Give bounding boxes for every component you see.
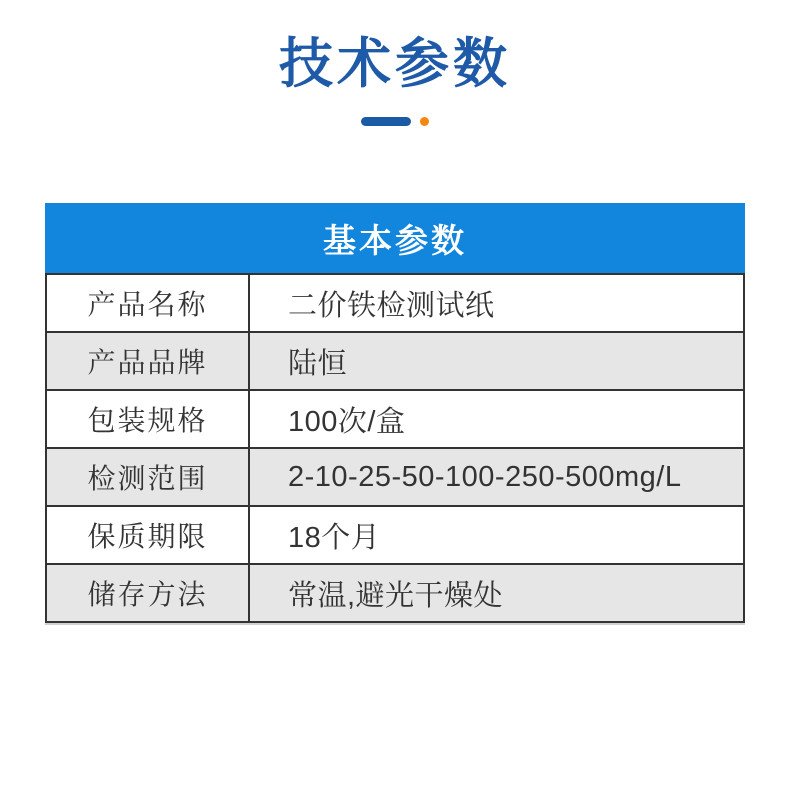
spec-row-value: 18个月: [288, 521, 381, 554]
spec-row-label: 产品品牌: [47, 333, 250, 389]
divider-dot-icon: [420, 117, 429, 126]
spec-row-label: 检测范围: [47, 449, 250, 505]
table-row: [47, 565, 743, 621]
spec-row-value: 陆恒: [288, 347, 348, 380]
spec-table-header: 基本参数: [45, 203, 745, 273]
page-title: 技术参数: [279, 34, 511, 94]
spec-row-label: 保质期限: [47, 507, 250, 563]
table-row: [47, 275, 743, 333]
table-row: [47, 391, 743, 449]
spec-table: [45, 203, 745, 623]
divider-dash-icon: [361, 117, 411, 126]
title-divider: [0, 116, 790, 126]
spec-row-label: 储存方法: [47, 565, 250, 621]
table-row: [47, 333, 743, 391]
spec-table-body: [45, 273, 745, 623]
spec-row-value: 2-10-25-50-100-250-500mg/L: [288, 460, 682, 493]
spec-row-value: 二价铁检测试纸: [288, 289, 495, 322]
spec-row-value: 100次/盒: [288, 405, 406, 438]
table-row: [47, 507, 743, 565]
spec-row-label: 包装规格: [47, 391, 250, 447]
table-row: [47, 449, 743, 507]
spec-row-label: 产品名称: [47, 275, 250, 331]
spec-row-value: 常温,避光干燥处: [288, 579, 504, 612]
